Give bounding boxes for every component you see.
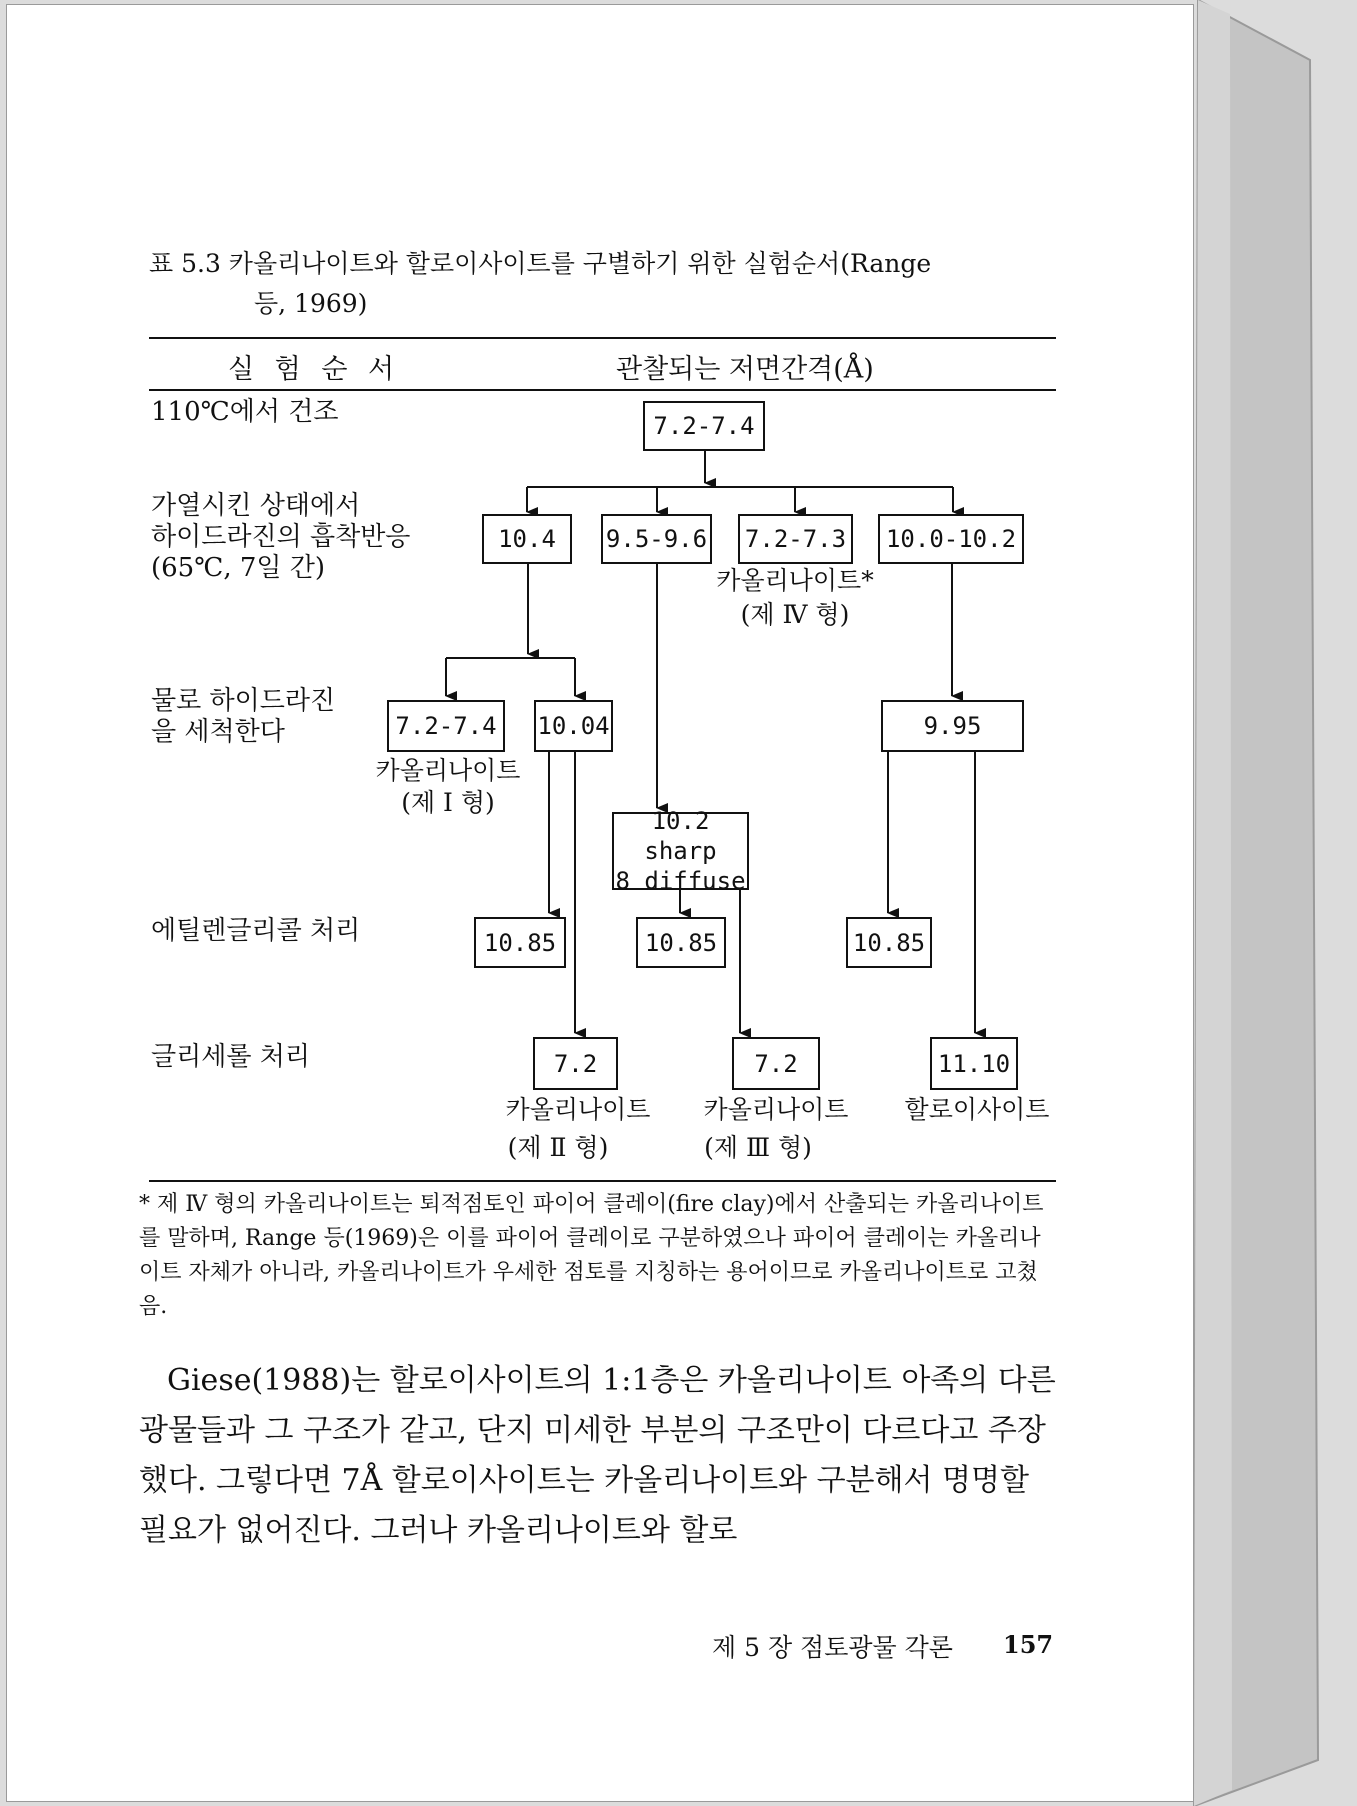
spacing-box-glycerol-1: 7.2 xyxy=(533,1037,618,1090)
spacing-box-washed-1: 7.2-7.4 xyxy=(387,700,505,752)
header-procedure: 실 험 순 서 xyxy=(228,354,401,385)
table-caption-line1: 표 5.3 카올리나이트와 할로이사이트를 구별하기 위한 실험순서(Range xyxy=(149,249,932,278)
kaolinite-iii-type: (제 Ⅲ 형) xyxy=(704,1133,812,1162)
halloysite-label: 할로이사이트 xyxy=(904,1095,1050,1124)
spacing-box-hydrazine-3: 7.2-7.3 xyxy=(738,514,853,564)
spacing-box-glycerol-2: 7.2 xyxy=(732,1037,820,1090)
page-number: 157 xyxy=(1003,1630,1054,1659)
kaolinite-ii-name: 카올리나이트 xyxy=(505,1095,651,1124)
kaolinite-i-type: (제 Ⅰ 형) xyxy=(401,788,495,817)
kaolinite-iv-name: 카올리나이트* xyxy=(716,566,874,595)
kaolinite-iv-type: (제 Ⅳ 형) xyxy=(740,600,850,629)
running-footer-chapter: 제 5 장 점토광물 각론 xyxy=(712,1633,953,1662)
spacing-box-glycol-3: 10.85 xyxy=(846,917,932,968)
spacing-box-dried: 7.2-7.4 xyxy=(643,401,765,451)
sharp-peak-label: 10.2 sharp xyxy=(644,807,717,865)
step-dry-110c: 110℃에서 건조 xyxy=(151,397,339,427)
spacing-box-hydrazine-4: 10.0-10.2 xyxy=(878,514,1024,564)
table-footnote: * 제 Ⅳ 형의 카올리나이트는 퇴적점토인 파이어 클레이(fire clay)에서 산출되는 카올리나이트를 말하며, Range 등(1969)은 이를 파이어 클레이로 구분하였으나 파이어 클레이는 카올리나이트 자체가 아니라, 카올리나이트가 우세한 점토를 지칭하는 용어이므로 카올리나이트로 고쳤음. xyxy=(139,1192,1044,1319)
step-wash-hydrazine: 물로 하이드라진 을 세척한다 xyxy=(151,686,336,747)
step-glycerol: 글리세롤 처리 xyxy=(151,1042,310,1072)
spacing-box-hydrazine-1: 10.4 xyxy=(482,514,572,564)
spacing-box-glycol-2: 10.85 xyxy=(636,917,726,968)
table-caption-line2: 등, 1969) xyxy=(254,289,368,318)
diffuse-peak-label: 8 diffuse xyxy=(615,867,746,895)
spacing-box-sharp-diffuse xyxy=(612,807,749,895)
body-paragraph: Giese(1988)는 할로이사이트의 1:1층은 카올리나이트 아족의 다른 광물들과 그 구조가 같고, 단지 미세한 부분의 구조만이 다르다고 주장했다. 그렇다면 7Å 할로이사이트는 카올리나이트와 구분해서 명명할 필요가 없어진다. 그러나 카올리나이트와 할로 xyxy=(139,1363,1056,1548)
spacing-box-glycerol-3: 11.10 xyxy=(930,1037,1018,1090)
spacing-box-glycol-1: 10.85 xyxy=(474,917,566,968)
step-hydrazine-adsorption: 가열시킨 상태에서 하이드라진의 흡착반응 (65℃, 7일 간) xyxy=(151,491,411,583)
kaolinite-iii-name: 카올리나이트 xyxy=(703,1095,849,1124)
kaolinite-ii-type: (제 Ⅱ 형) xyxy=(507,1133,609,1162)
spacing-box-washed-2: 10.04 xyxy=(534,700,613,752)
spacing-box-washed-4: 9.95 xyxy=(881,700,1024,752)
spacing-box-hydrazine-2: 9.5-9.6 xyxy=(601,514,712,564)
step-ethylene-glycol: 에틸렌글리콜 처리 xyxy=(151,916,361,946)
header-basal-spacing: 관찰되는 저면간격(Å) xyxy=(616,354,874,385)
kaolinite-i-name: 카올리나이트 xyxy=(375,756,521,785)
